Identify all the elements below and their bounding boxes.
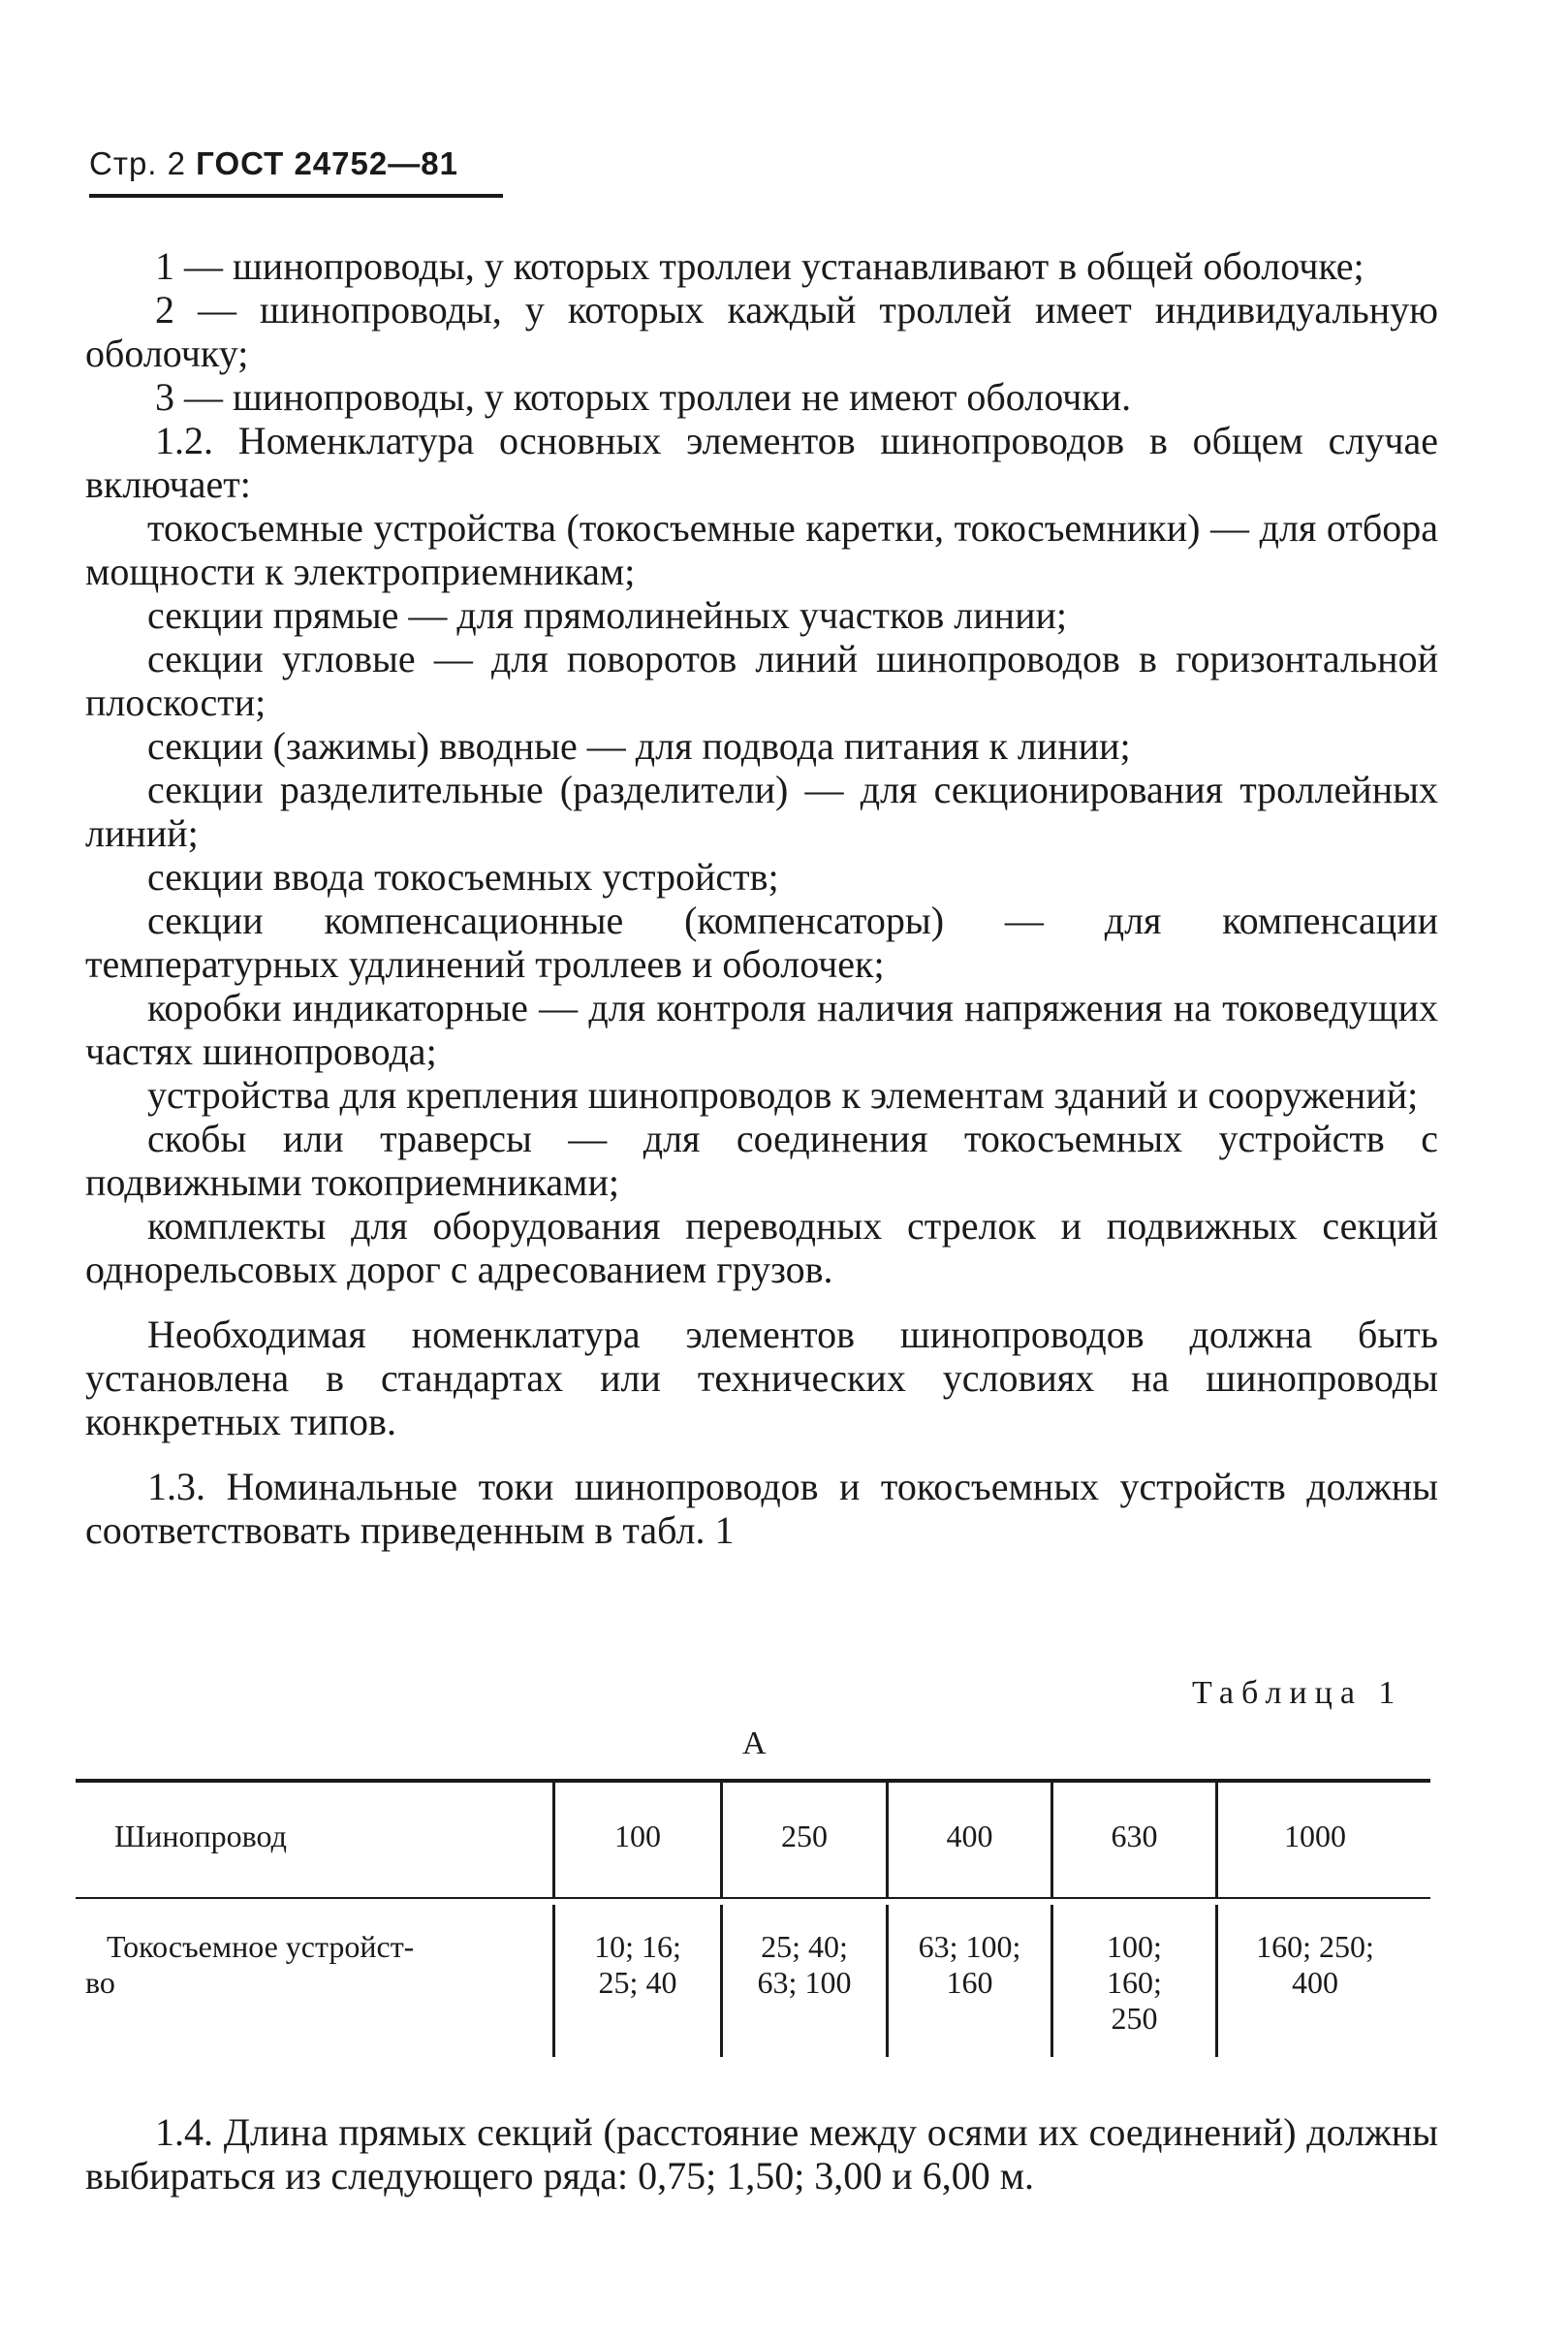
table-column-header: 100 — [614, 1819, 661, 1853]
element-compensation-sections: секции компенсационные (компенсаторы) — для компенсации температурных удлинений троллеев и оболочек; — [85, 899, 1438, 986]
element-separator-sections: секции разделительные (разделители) — для секционирования троллейных линий; — [85, 768, 1438, 855]
table-cell — [1218, 1929, 1412, 2001]
page-header — [89, 145, 458, 182]
list-item-1: 1 — шинопроводы, у которых троллеи устанавливают в общей оболочке; — [155, 244, 1364, 288]
table-row-label — [85, 1929, 414, 2001]
cell-line: 25; 40; — [761, 1929, 848, 1964]
element-indicator-boxes: коробки индикаторные — для контроля наличия напряжения на токоведущих частях шинопровода; — [85, 986, 1438, 1073]
table-column-header: 250 — [781, 1819, 828, 1853]
table-cell — [889, 1929, 1051, 2001]
table-unit: А — [742, 1725, 767, 1761]
cell-line: 100; — [1107, 1929, 1162, 1964]
cell-line: 160; — [1107, 1965, 1162, 2000]
element-collector-input-sections: секции ввода токосъемных устройств; — [147, 855, 779, 899]
cell-line: 400 — [1292, 1965, 1338, 2000]
table-column-header: 630 — [1111, 1819, 1158, 1853]
element-straight-sections: секции прямые — для прямолинейных участков линии; — [147, 593, 1068, 637]
clause-1-4 — [85, 2110, 1438, 2198]
table-top-rule — [76, 1779, 1430, 1783]
element-mounting-devices: устройства для крепления шинопроводов к элементам зданий и сооружений; — [147, 1073, 1419, 1117]
table-row-label-line: Токосъемное устройст- — [107, 1929, 415, 1964]
cell-line: 63; 100 — [757, 1965, 852, 2000]
clause-1-4-text: 1.4. Длина прямых секций (расстояние между осями их соединений) должны выбираться из следующего ряда: 0,75; 1,50; 3,00 и 6,00 м. — [85, 2110, 1438, 2198]
element-current-collectors: токосъемные устройства (токосъемные каретки, токосъемники) — для отбора мощности к электроприемникам; — [85, 506, 1438, 593]
element-input-sections: секции (зажимы) вводные — для подвода питания к линии; — [147, 724, 1131, 768]
body-text — [85, 244, 1438, 1552]
element-switch-kits: комплекты для оборудования переводных стрелок и подвижных секций однорельсовых дорог с адресованием грузов. — [85, 1204, 1438, 1291]
table-header-label: Шинопровод — [114, 1819, 287, 1853]
clause-1-2: 1.2. Номенклатура основных элементов шинопроводов в общем случае включает: — [85, 419, 1438, 506]
table-column-header: 1000 — [1284, 1819, 1346, 1853]
clause-1-3: 1.3. Номинальные токи шинопроводов и токосъемных устройств должны соответствовать приведенным в табл. 1 — [85, 1465, 1438, 1552]
table-column-header: 400 — [946, 1819, 993, 1853]
header-underline — [89, 194, 503, 198]
table-caption: Таблица 1 — [1192, 1675, 1403, 1711]
table-cell — [723, 1929, 886, 2001]
cell-line: 250 — [1111, 2001, 1158, 2036]
standard-number: ГОСТ 24752—81 — [196, 145, 458, 181]
cell-line: 25; 40 — [598, 1965, 677, 2000]
table-row-label-line: во — [85, 1965, 115, 2000]
element-angle-sections: секции угловые — для поворотов линий шинопроводов в горизонтальной плоскости; — [85, 637, 1438, 724]
table-cell — [1053, 1929, 1215, 2037]
table-cell — [555, 1929, 720, 2001]
cell-line: 160 — [946, 1965, 993, 2000]
list-item-2: 2 — шинопроводы, у которых каждый троллей имеет индивидуальную оболочку; — [85, 288, 1438, 375]
page-number: Стр. 2 — [89, 145, 186, 181]
element-brackets: скобы или траверсы — для соединения токосъемных устройств с подвижными токоприемниками; — [85, 1117, 1438, 1204]
list-item-3: 3 — шинопроводы, у которых троллеи не имеют оболочки. — [155, 375, 1132, 419]
table-header-rule — [76, 1897, 1430, 1899]
cell-line: 160; 250; — [1256, 1929, 1374, 1964]
cell-line: 10; 16; — [594, 1929, 681, 1964]
nomenclature-note: Необходимая номенклатура элементов шинопроводов должна быть установлена в стандартах или технических условиях на шинопроводы конкретных типов. — [85, 1313, 1438, 1443]
cell-line: 63; 100; — [918, 1929, 1021, 1964]
